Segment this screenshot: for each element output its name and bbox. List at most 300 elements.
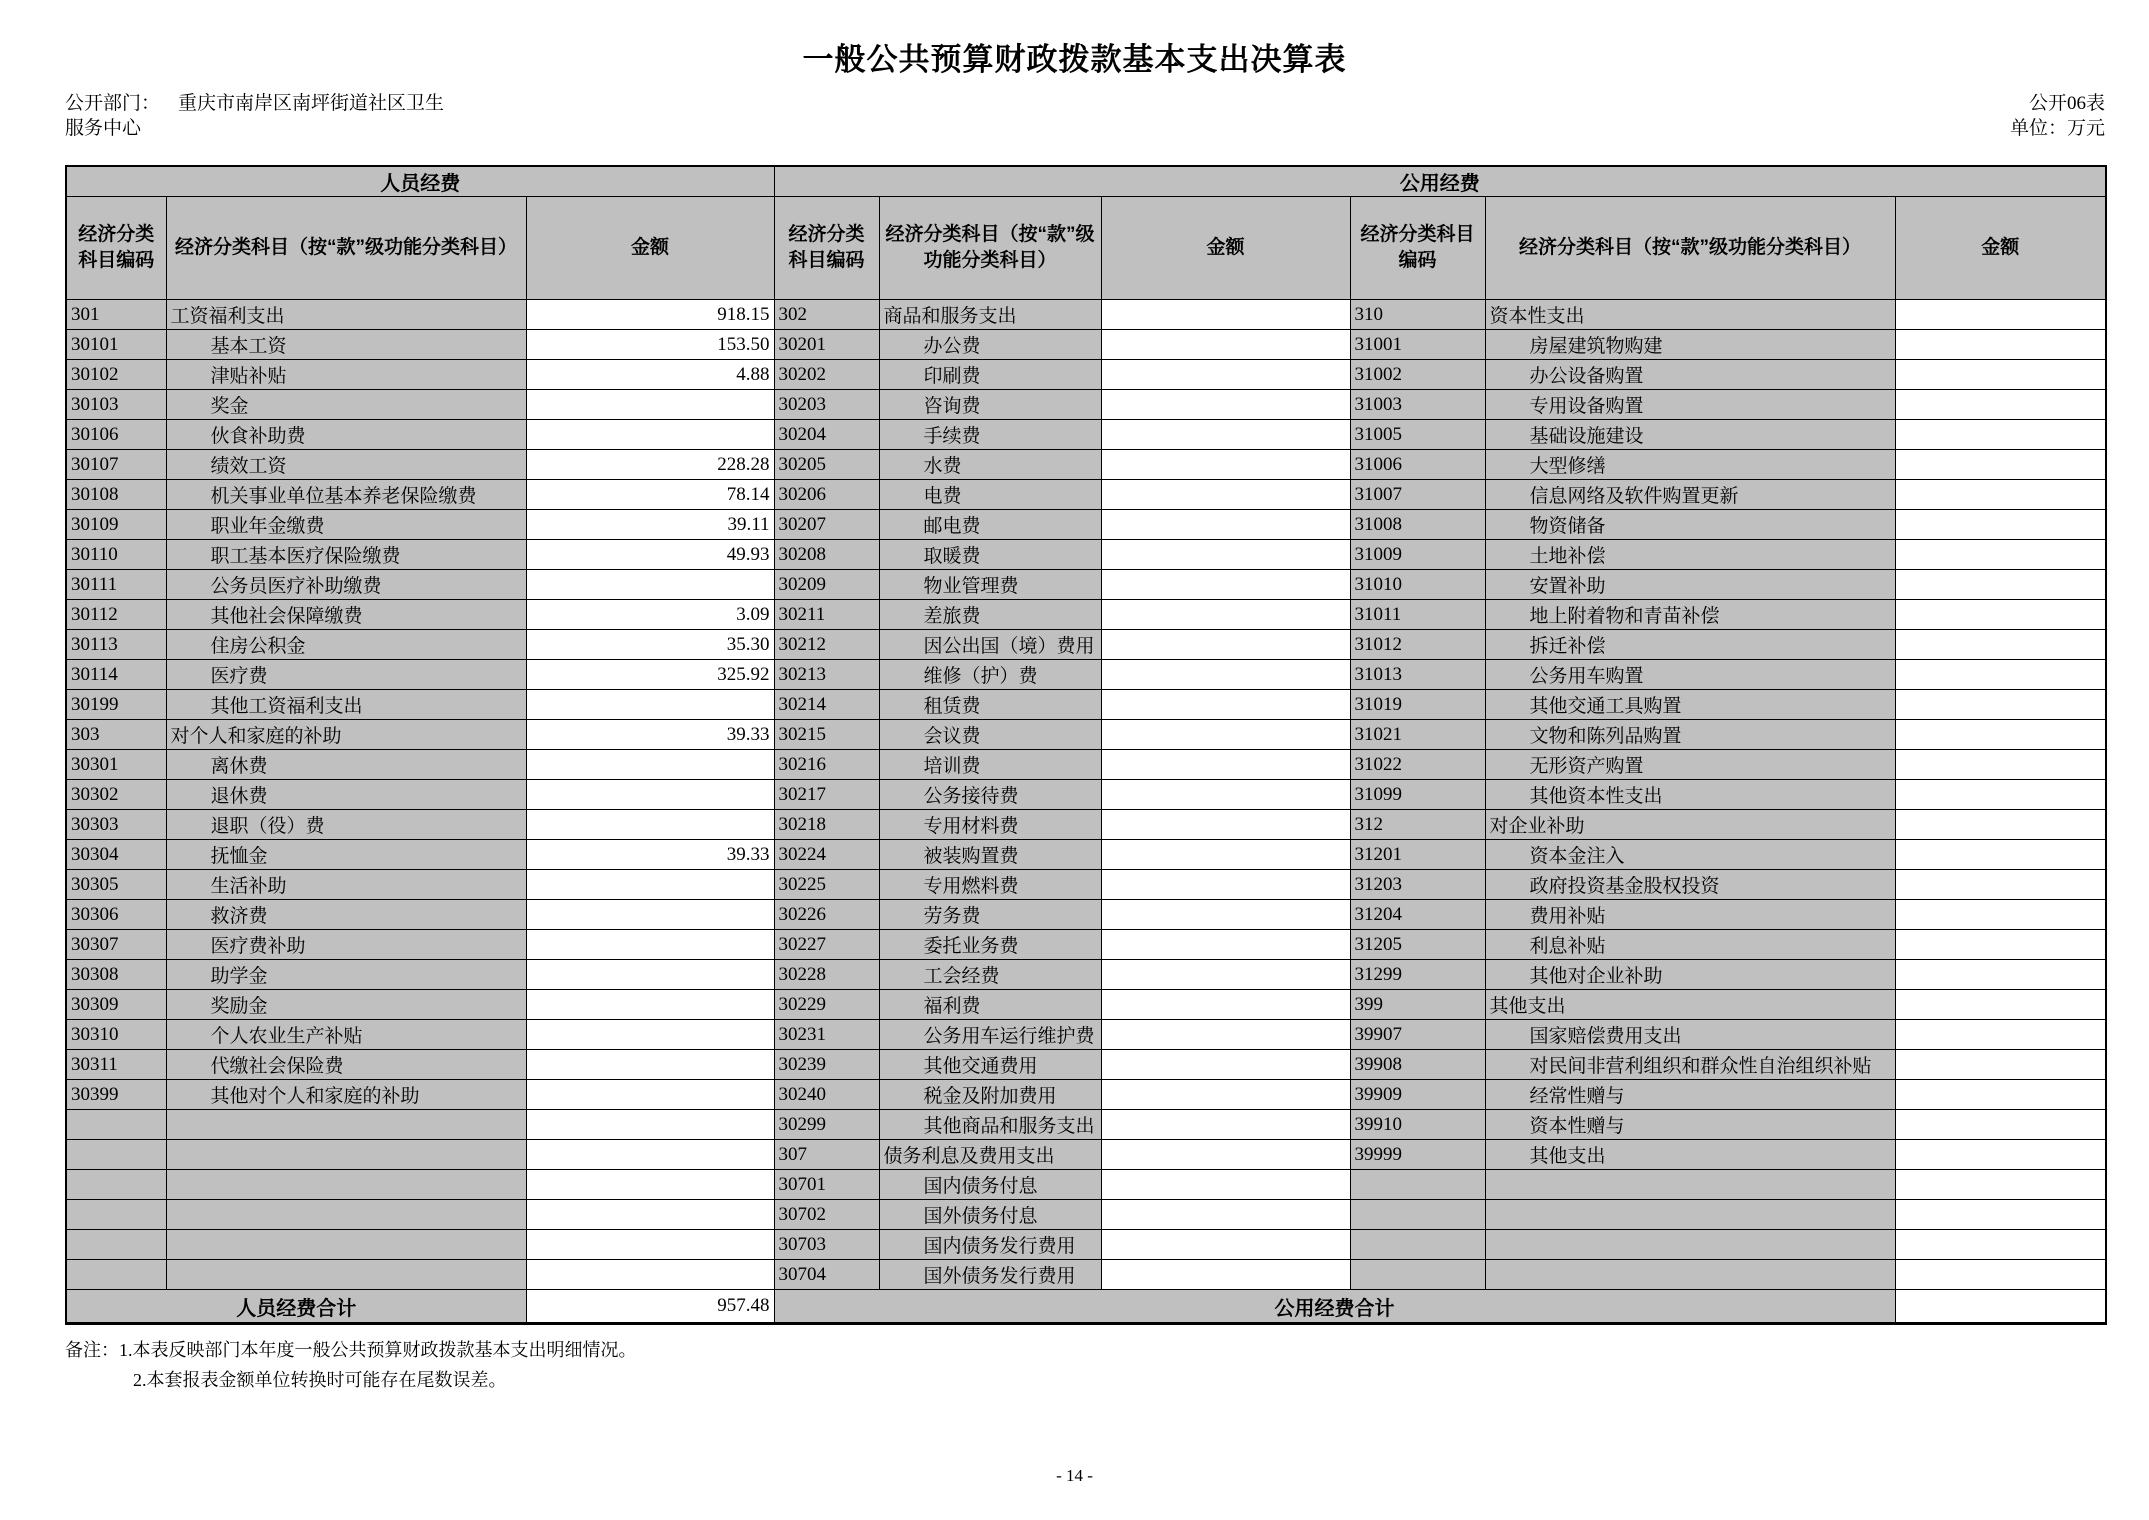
table-row <box>66 360 2106 390</box>
code-cell: 31204 <box>1350 900 1485 930</box>
amount-cell <box>1895 300 2106 330</box>
subject-cell <box>1485 1230 1895 1260</box>
amount-cell <box>1895 900 2106 930</box>
subject-cell: 维修（护）费 <box>879 660 1101 690</box>
amount-cell <box>1101 960 1350 990</box>
amount-cell <box>1895 960 2106 990</box>
amount-cell <box>1895 630 2106 660</box>
subject-cell: 因公出国（境）费用 <box>879 630 1101 660</box>
column-header-row <box>66 197 2106 300</box>
table-row <box>66 840 2106 870</box>
amount-cell <box>526 420 774 450</box>
amount-cell <box>526 1020 774 1050</box>
code-cell: 31099 <box>1350 780 1485 810</box>
table-row <box>66 570 2106 600</box>
subject-cell: 专用设备购置 <box>1485 390 1895 420</box>
subject-cell: 差旅费 <box>879 600 1101 630</box>
subject-cell: 办公费 <box>879 330 1101 360</box>
code-cell: 31205 <box>1350 930 1485 960</box>
amount-cell <box>526 1260 774 1290</box>
code-cell: 30113 <box>66 630 166 660</box>
table-row <box>66 900 2106 930</box>
subject-cell: 基础设施建设 <box>1485 420 1895 450</box>
amount-cell <box>1895 570 2106 600</box>
info-row <box>65 91 2105 141</box>
code-cell: 30228 <box>774 960 879 990</box>
subject-cell: 专用燃料费 <box>879 870 1101 900</box>
amount-cell <box>1101 570 1350 600</box>
amount-cell <box>1101 810 1350 840</box>
code-cell: 30311 <box>66 1050 166 1080</box>
code-cell: 30212 <box>774 630 879 660</box>
amount-cell <box>1895 390 2106 420</box>
amount-cell <box>1101 510 1350 540</box>
amount-cell <box>1895 330 2106 360</box>
amount-cell <box>526 1200 774 1230</box>
amount-cell: 39.33 <box>526 720 774 750</box>
table-meta <box>2010 91 2105 141</box>
code-cell: 30110 <box>66 540 166 570</box>
code-cell: 31203 <box>1350 870 1485 900</box>
amount-cell: 153.50 <box>526 330 774 360</box>
amount-cell <box>1101 420 1350 450</box>
amount-cell <box>526 690 774 720</box>
code-cell: 30207 <box>774 510 879 540</box>
code-cell: 30704 <box>774 1260 879 1290</box>
amount-cell <box>1101 780 1350 810</box>
amount-cell <box>1895 870 2106 900</box>
amount-cell <box>1895 930 2106 960</box>
subject-cell: 政府投资基金股权投资 <box>1485 870 1895 900</box>
amount-cell <box>1895 1050 2106 1080</box>
code-cell: 30216 <box>774 750 879 780</box>
subject-cell: 其他工资福利支出 <box>166 690 526 720</box>
amount-cell <box>1101 480 1350 510</box>
code-cell: 30211 <box>774 600 879 630</box>
code-cell: 30199 <box>66 690 166 720</box>
subject-cell: 国外债务发行费用 <box>879 1260 1101 1290</box>
table-row <box>66 480 2106 510</box>
code-cell: 30109 <box>66 510 166 540</box>
subject-cell <box>1485 1170 1895 1200</box>
code-cell: 31007 <box>1350 480 1485 510</box>
code-cell: 30702 <box>774 1200 879 1230</box>
subject-cell: 商品和服务支出 <box>879 300 1101 330</box>
code-cell <box>66 1140 166 1170</box>
amount-cell <box>526 870 774 900</box>
department-name-line2: 服务中心 <box>65 118 142 139</box>
amount-cell <box>1101 330 1350 360</box>
table-row <box>66 510 2106 540</box>
amount-cell <box>526 960 774 990</box>
subject-cell <box>166 1140 526 1170</box>
amount-cell: 3.09 <box>526 600 774 630</box>
table-row <box>66 1260 2106 1290</box>
amount-cell <box>1101 1170 1350 1200</box>
amount-cell <box>1895 750 2106 780</box>
code-cell: 31006 <box>1350 450 1485 480</box>
code-cell: 30303 <box>66 810 166 840</box>
amount-cell <box>1101 690 1350 720</box>
amount-cell <box>526 390 774 420</box>
table-row <box>66 1140 2106 1170</box>
subject-cell: 职工基本医疗保险缴费 <box>166 540 526 570</box>
amount-cell <box>1101 1140 1350 1170</box>
code-cell: 30215 <box>774 720 879 750</box>
personnel-total-amount: 957.48 <box>526 1290 774 1324</box>
subject-cell: 基本工资 <box>166 330 526 360</box>
column-header-amount-2: 金额 <box>1101 197 1350 300</box>
amount-cell <box>526 1140 774 1170</box>
subject-cell: 公务用车运行维护费 <box>879 1020 1101 1050</box>
department-name-line1: 重庆市南岸区南坪街道社区卫生 <box>178 93 445 114</box>
amount-cell <box>1101 750 1350 780</box>
subject-cell: 助学金 <box>166 960 526 990</box>
amount-cell <box>1895 600 2106 630</box>
code-cell: 301 <box>66 300 166 330</box>
subject-cell: 专用材料费 <box>879 810 1101 840</box>
subject-cell: 会议费 <box>879 720 1101 750</box>
amount-cell: 4.88 <box>526 360 774 390</box>
code-cell <box>66 1200 166 1230</box>
code-cell: 30240 <box>774 1080 879 1110</box>
code-cell: 30306 <box>66 900 166 930</box>
amount-cell <box>1895 660 2106 690</box>
code-cell: 310 <box>1350 300 1485 330</box>
amount-cell <box>526 1170 774 1200</box>
amount-cell <box>526 1080 774 1110</box>
code-cell: 31012 <box>1350 630 1485 660</box>
amount-cell: 35.30 <box>526 630 774 660</box>
subject-cell: 国家赔偿费用支出 <box>1485 1020 1895 1050</box>
amount-cell: 39.11 <box>526 510 774 540</box>
code-cell: 30307 <box>66 930 166 960</box>
amount-cell <box>1895 1200 2106 1230</box>
code-cell: 39909 <box>1350 1080 1485 1110</box>
subject-cell: 其他社会保障缴费 <box>166 600 526 630</box>
code-cell: 39999 <box>1350 1140 1485 1170</box>
amount-cell <box>1101 720 1350 750</box>
subject-cell: 其他资本性支出 <box>1485 780 1895 810</box>
subject-cell: 公务员医疗补助缴费 <box>166 570 526 600</box>
code-cell: 30214 <box>774 690 879 720</box>
subject-cell: 公务接待费 <box>879 780 1101 810</box>
subject-cell: 安置补助 <box>1485 570 1895 600</box>
code-cell: 30218 <box>774 810 879 840</box>
amount-cell <box>1101 660 1350 690</box>
subject-cell: 税金及附加费用 <box>879 1080 1101 1110</box>
table-row <box>66 1110 2106 1140</box>
column-header-code-3: 经济分类科目编码 <box>1350 197 1485 300</box>
code-cell: 31005 <box>1350 420 1485 450</box>
subject-cell: 工会经费 <box>879 960 1101 990</box>
table-row <box>66 630 2106 660</box>
code-cell: 30204 <box>774 420 879 450</box>
code-cell: 30701 <box>774 1170 879 1200</box>
subject-cell: 资本性赠与 <box>1485 1110 1895 1140</box>
subject-cell: 代缴社会保险费 <box>166 1050 526 1080</box>
code-cell: 30114 <box>66 660 166 690</box>
subject-cell: 经常性赠与 <box>1485 1080 1895 1110</box>
code-cell: 30208 <box>774 540 879 570</box>
table-row <box>66 1050 2106 1080</box>
amount-cell <box>1101 900 1350 930</box>
code-cell: 30226 <box>774 900 879 930</box>
subject-cell: 电费 <box>879 480 1101 510</box>
personnel-total-label: 人员经费合计 <box>66 1290 526 1324</box>
code-cell: 30231 <box>774 1020 879 1050</box>
subject-cell: 资本金注入 <box>1485 840 1895 870</box>
code-cell: 399 <box>1350 990 1485 1020</box>
code-cell: 302 <box>774 300 879 330</box>
page-title: 一般公共预算财政拨款基本支出决算表 <box>802 42 1347 77</box>
amount-cell <box>1101 930 1350 960</box>
amount-cell <box>1101 600 1350 630</box>
table-row <box>66 690 2106 720</box>
subject-cell: 对企业补助 <box>1485 810 1895 840</box>
table-row <box>66 420 2106 450</box>
subject-cell: 救济费 <box>166 900 526 930</box>
subject-cell: 国内债务付息 <box>879 1170 1101 1200</box>
table-row <box>66 780 2106 810</box>
code-cell: 31003 <box>1350 390 1485 420</box>
table-row <box>66 1230 2106 1260</box>
column-header-code-1: 经济分类科目编码 <box>66 197 166 300</box>
unit-label: 单位：万元 <box>2009 118 2105 139</box>
page-number: - 14 - <box>1056 1466 1093 1485</box>
column-header-subject-3: 经济分类科目（按“款”级功能分类科目） <box>1485 197 1895 300</box>
amount-cell <box>1895 420 2106 450</box>
subject-cell: 绩效工资 <box>166 450 526 480</box>
subject-cell: 住房公积金 <box>166 630 526 660</box>
code-cell: 31010 <box>1350 570 1485 600</box>
code-cell: 30108 <box>66 480 166 510</box>
subject-cell: 委托业务费 <box>879 930 1101 960</box>
code-cell: 30224 <box>774 840 879 870</box>
code-cell: 30209 <box>774 570 879 600</box>
amount-cell <box>1101 1110 1350 1140</box>
section-header-public: 公用经费 <box>774 166 2106 197</box>
subject-cell: 其他对企业补助 <box>1485 960 1895 990</box>
code-cell: 30106 <box>66 420 166 450</box>
column-header-code-2: 经济分类科目编码 <box>774 197 879 300</box>
amount-cell <box>526 570 774 600</box>
code-cell: 30301 <box>66 750 166 780</box>
code-cell: 30304 <box>66 840 166 870</box>
subject-cell: 其他商品和服务支出 <box>879 1110 1101 1140</box>
table-row <box>66 720 2106 750</box>
subject-cell: 医疗费补助 <box>166 930 526 960</box>
expenditure-table <box>65 165 2107 1325</box>
amount-cell <box>1895 1140 2106 1170</box>
code-cell: 31008 <box>1350 510 1485 540</box>
code-cell: 303 <box>66 720 166 750</box>
amount-cell <box>1101 540 1350 570</box>
amount-cell <box>1895 840 2106 870</box>
amount-cell <box>526 1230 774 1260</box>
subject-cell: 退休费 <box>166 780 526 810</box>
table-number: 公开06表 <box>2028 93 2105 114</box>
code-cell: 30302 <box>66 780 166 810</box>
subject-cell: 国外债务付息 <box>879 1200 1101 1230</box>
amount-cell <box>1895 1110 2106 1140</box>
subject-cell: 印刷费 <box>879 360 1101 390</box>
code-cell <box>1350 1230 1485 1260</box>
amount-cell <box>1101 1020 1350 1050</box>
table-row <box>66 1170 2106 1200</box>
amount-cell <box>526 750 774 780</box>
code-cell: 30239 <box>774 1050 879 1080</box>
subject-cell <box>166 1170 526 1200</box>
subject-cell: 大型修缮 <box>1485 450 1895 480</box>
code-cell: 30107 <box>66 450 166 480</box>
table-row <box>66 810 2106 840</box>
amount-cell <box>1101 300 1350 330</box>
subject-cell: 其他支出 <box>1485 1140 1895 1170</box>
code-cell: 31013 <box>1350 660 1485 690</box>
amount-cell <box>1101 1260 1350 1290</box>
table-row <box>66 930 2106 960</box>
amount-cell: 78.14 <box>526 480 774 510</box>
table-row <box>66 600 2106 630</box>
subject-cell: 医疗费 <box>166 660 526 690</box>
subject-cell: 其他支出 <box>1485 990 1895 1020</box>
code-cell: 31201 <box>1350 840 1485 870</box>
code-cell: 30213 <box>774 660 879 690</box>
subject-cell: 津贴补贴 <box>166 360 526 390</box>
public-total-amount <box>1895 1290 2106 1324</box>
code-cell: 39907 <box>1350 1020 1485 1050</box>
subject-cell: 办公设备购置 <box>1485 360 1895 390</box>
code-cell: 30202 <box>774 360 879 390</box>
totals-row <box>66 1290 2106 1324</box>
amount-cell <box>1895 690 2106 720</box>
amount-cell <box>1101 1230 1350 1260</box>
code-cell: 30112 <box>66 600 166 630</box>
table-row <box>66 540 2106 570</box>
subject-cell: 无形资产购置 <box>1485 750 1895 780</box>
subject-cell <box>166 1110 526 1140</box>
subject-cell: 对个人和家庭的补助 <box>166 720 526 750</box>
amount-cell <box>1101 360 1350 390</box>
subject-cell <box>1485 1260 1895 1290</box>
amount-cell <box>526 1110 774 1140</box>
code-cell: 30308 <box>66 960 166 990</box>
department-label: 公开部门： <box>65 93 161 114</box>
code-cell: 39910 <box>1350 1110 1485 1140</box>
amount-cell <box>526 990 774 1020</box>
code-cell: 30703 <box>774 1230 879 1260</box>
code-cell: 30101 <box>66 330 166 360</box>
subject-cell: 个人农业生产补贴 <box>166 1020 526 1050</box>
code-cell: 30205 <box>774 450 879 480</box>
code-cell <box>1350 1260 1485 1290</box>
amount-cell <box>1895 990 2106 1020</box>
subject-cell: 其他对个人和家庭的补助 <box>166 1080 526 1110</box>
section-header-personnel: 人员经费 <box>66 166 774 197</box>
subject-cell: 咨询费 <box>879 390 1101 420</box>
code-cell: 30102 <box>66 360 166 390</box>
note-line-2: 2.本套报表金额单位转换时可能存在尾数误差。 <box>133 1370 507 1390</box>
amount-cell <box>526 780 774 810</box>
amount-cell <box>1101 1080 1350 1110</box>
table-row <box>66 300 2106 330</box>
amount-cell <box>1895 1170 2106 1200</box>
subject-cell: 福利费 <box>879 990 1101 1020</box>
subject-cell: 退职（役）费 <box>166 810 526 840</box>
code-cell: 30111 <box>66 570 166 600</box>
amount-cell: 325.92 <box>526 660 774 690</box>
amount-cell <box>1895 1260 2106 1290</box>
table-row <box>66 390 2106 420</box>
code-cell: 30229 <box>774 990 879 1020</box>
amount-cell: 918.15 <box>526 300 774 330</box>
notes <box>65 1335 2149 1395</box>
table-body <box>66 300 2106 1290</box>
amount-cell <box>1895 1080 2106 1110</box>
subject-cell: 租赁费 <box>879 690 1101 720</box>
code-cell: 31019 <box>1350 690 1485 720</box>
subject-cell: 职业年金缴费 <box>166 510 526 540</box>
code-cell: 30309 <box>66 990 166 1020</box>
amount-cell <box>1101 450 1350 480</box>
subject-cell: 邮电费 <box>879 510 1101 540</box>
code-cell: 30206 <box>774 480 879 510</box>
subject-cell: 物业管理费 <box>879 570 1101 600</box>
code-cell <box>1350 1170 1485 1200</box>
public-total-label: 公用经费合计 <box>774 1290 1895 1324</box>
subject-cell: 离休费 <box>166 750 526 780</box>
code-cell: 30203 <box>774 390 879 420</box>
subject-cell: 拆迁补偿 <box>1485 630 1895 660</box>
amount-cell <box>1101 1050 1350 1080</box>
subject-cell: 劳务费 <box>879 900 1101 930</box>
subject-cell: 费用补贴 <box>1485 900 1895 930</box>
column-header-subject-2: 经济分类科目（按“款”级功能分类科目） <box>879 197 1101 300</box>
subject-cell: 取暖费 <box>879 540 1101 570</box>
amount-cell <box>1895 1020 2106 1050</box>
subject-cell: 机关事业单位基本养老保险缴费 <box>166 480 526 510</box>
subject-cell: 奖金 <box>166 390 526 420</box>
code-cell <box>1350 1200 1485 1230</box>
code-cell: 30201 <box>774 330 879 360</box>
subject-cell: 伙食补助费 <box>166 420 526 450</box>
subject-cell: 工资福利支出 <box>166 300 526 330</box>
code-cell <box>66 1230 166 1260</box>
amount-cell <box>1895 360 2106 390</box>
subject-cell <box>1485 1200 1895 1230</box>
section-header-row <box>66 166 2106 197</box>
code-cell <box>66 1260 166 1290</box>
amount-cell <box>1895 1230 2106 1260</box>
subject-cell <box>166 1260 526 1290</box>
amount-cell <box>1101 390 1350 420</box>
table-row <box>66 960 2106 990</box>
amount-cell: 49.93 <box>526 540 774 570</box>
amount-cell: 228.28 <box>526 450 774 480</box>
publishing-department <box>65 91 625 141</box>
subject-cell: 其他交通工具购置 <box>1485 690 1895 720</box>
amount-cell <box>526 1050 774 1080</box>
subject-cell: 国内债务发行费用 <box>879 1230 1101 1260</box>
subject-cell: 文物和陈列品购置 <box>1485 720 1895 750</box>
subject-cell: 地上附着物和青苗补偿 <box>1485 600 1895 630</box>
subject-cell: 债务利息及费用支出 <box>879 1140 1101 1170</box>
subject-cell: 土地补偿 <box>1485 540 1895 570</box>
table-row <box>66 450 2106 480</box>
amount-cell <box>1895 720 2106 750</box>
code-cell <box>66 1170 166 1200</box>
